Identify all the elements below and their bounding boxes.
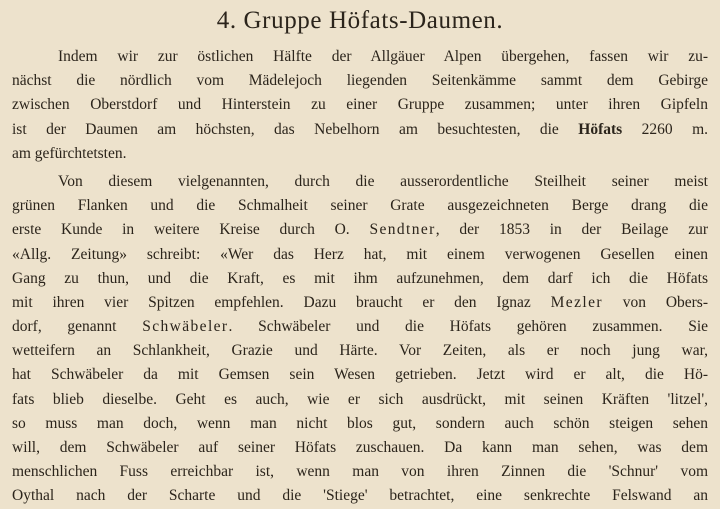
section-heading: 4. Gruppe Höfats-Daumen. — [216, 7, 504, 34]
text-segment: erste Kunde in weitere Kreise durch O. — [12, 221, 370, 239]
text-segment: von Obers- — [602, 293, 708, 311]
text-line: hat Schwäbeler da mit Gemsen sein Wesen getrieben. Jetzt wird er alt, die Hö- — [12, 366, 708, 384]
text-line — [12, 315, 708, 339]
text-line: «Allg. Zeitung» schreibt: «Wer das Herz hat, mit einem verwogenen Gesellen einen — [12, 245, 708, 263]
spaced-person-name: Sendtner — [369, 221, 436, 239]
text-line: menschlichen Fuss erreichbar ist, wenn man von ihren Zinnen die 'Schnur' vom — [12, 463, 708, 481]
text-line: Oythal nach der Scharte und die 'Stiege' betrachtet, eine senkrechte Felswand an — [12, 487, 708, 505]
text-line — [12, 118, 708, 142]
spaced-person-name: Mezler — [550, 293, 603, 311]
text-line: grünen Flanken und die Schmalheit seiner Grate ausgezeichneten Berge drang die — [12, 197, 708, 215]
spaced-person-name: Schwäbeler — [142, 318, 229, 336]
text-line: Gang zu thun, und die Kraft, es mit ihm aufzunehmen, dem darf ich die Höfats — [12, 269, 708, 287]
text-line: wetteifern an Schlankheit, Grazie und Härte. Vor Zeiten, als er noch jung war, — [12, 342, 708, 360]
text-line: nächst die nördlich vom Mädelejoch liegenden Seitenkämme sammt dem Gebirge — [12, 72, 708, 90]
text-segment: ist der Daumen am höchsten, das Nebelhorn am besuchtesten, die — [12, 120, 579, 138]
text-line: fats blieb dieselbe. Geht es auch, wie er sich ausdrückt, mit seinen Kräften 'litzel', — [12, 390, 708, 408]
text-line: will, dem Schwäbeler auf seiner Höfats zuschauen. Da kann man sehen, was dem — [12, 439, 708, 456]
text-segment: . Schwäbeler und die Höfats gehören zusammen. Sie — [228, 318, 709, 336]
text-segment: , der 1853 in der Beilage zur — [435, 221, 708, 239]
text-segment: 2260 m. — [622, 120, 708, 138]
text-line: zwischen Oberstdorf und Hinterstein zu einer Gruppe zusammen; unter ihren Gipfeln — [12, 96, 708, 114]
text-line: Indem wir zur östlichen Hälfte der Allgäuer Alpen übergehen, fassen wir zu- — [58, 48, 708, 65]
text-segment: mit ihren vier Spitzen empfehlen. Dazu braucht er den Ignaz — [12, 293, 551, 311]
bold-place-name: Höfats — [578, 120, 623, 138]
text-line: am gefürchtetsten. — [12, 144, 127, 162]
text-line: Von diesem vielgenannten, durch die ausserordentliche Steilheit seiner meist — [58, 172, 708, 190]
text-line — [12, 218, 708, 242]
text-segment: dorf, genannt — [12, 318, 143, 336]
text-line: so muss man doch, wenn man nicht blos gut, sondern auch schön steigen sehen — [12, 414, 708, 432]
text-line — [12, 291, 708, 315]
paragraph-1 — [12, 45, 708, 166]
paragraph-2 — [12, 170, 708, 509]
